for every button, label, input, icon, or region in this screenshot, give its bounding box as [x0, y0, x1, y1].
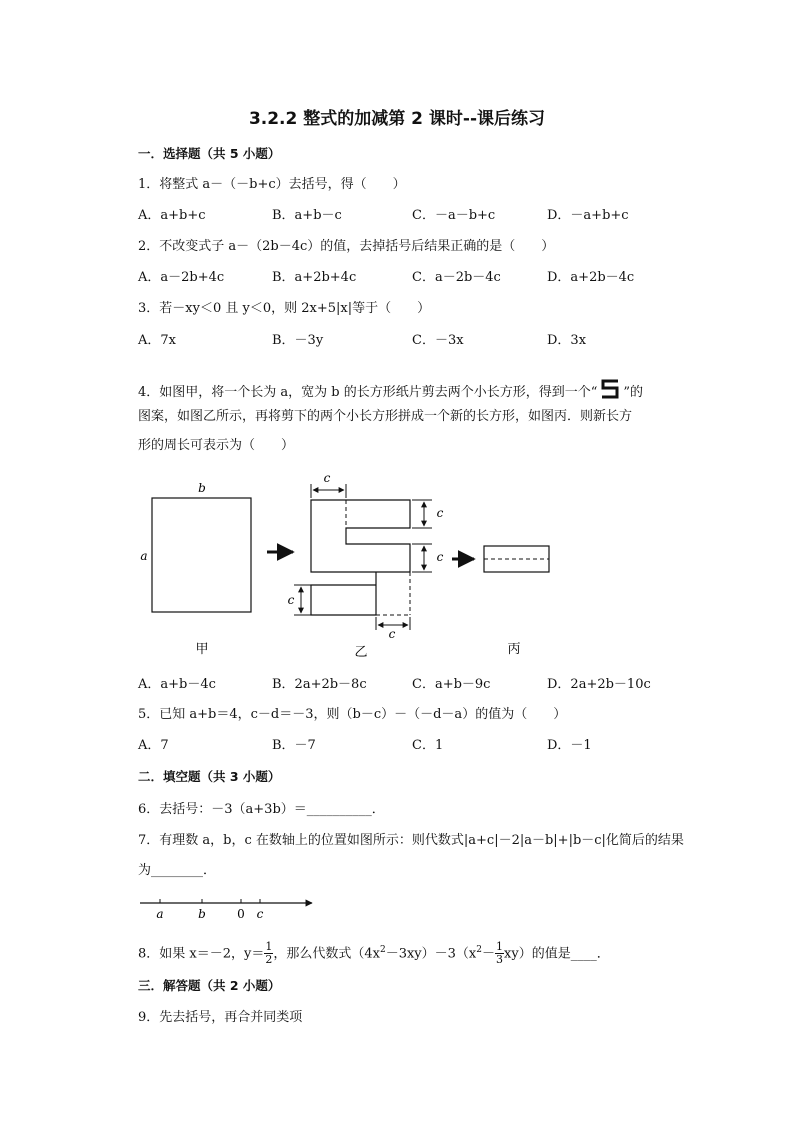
q8-superscript-2: 2 — [476, 945, 482, 955]
q8-text-5: xy）的值是____． — [504, 946, 610, 962]
fig-yi-label-c-right-1: c — [436, 506, 444, 520]
fig-yi-label-c-bottom: c — [388, 627, 396, 641]
question-3-stem: 3．若－xy＜0 且 y＜0，则 2x+5|x|等于（ ） — [138, 301, 431, 316]
q8-text-4: － — [482, 946, 496, 962]
fig-yi-s-shape — [311, 500, 410, 615]
question-7-line-1: 7．有理数 a，b，c 在数轴上的位置如图所示：则代数式|a+c|－2|a－b|+|b－c|化简后的结果 — [138, 833, 684, 848]
q8-fraction-2-numerator: 1 — [496, 940, 504, 954]
fig-yi-label-c-left: c — [287, 593, 295, 607]
q1-option-b: B．a+b－c — [272, 208, 342, 223]
q8-fraction-1-numerator: 1 — [265, 940, 273, 954]
q8-text-1: 8．如果 x＝－2，y＝ — [138, 946, 265, 962]
q7-axis-label-a: a — [156, 907, 164, 921]
q4-option-b: B．2a+2b－8c — [272, 677, 367, 692]
fig-caption-jia: 甲 — [195, 642, 209, 657]
fig-yi-label-c-top: c — [323, 471, 331, 485]
q5-option-c: C．1 — [412, 738, 444, 753]
q4-option-a: A．a+b－4c — [138, 677, 216, 692]
q8-fraction-2-denominator: 3 — [496, 953, 504, 967]
q2-option-b: B．a+2b+4c — [272, 270, 357, 285]
question-7-line-2: 为________． — [138, 863, 217, 878]
q8-fraction-2 — [495, 941, 504, 966]
q1-option-c: C．－a－b+c — [412, 208, 496, 223]
section-heading-fill: 二．填空题（共 3 小题） — [138, 769, 281, 784]
fig-caption-bing: 丙 — [507, 642, 521, 657]
question-4-line-2: 图案，如图乙所示，再将剪下的两个小长方形拼成一个新的长方形，如图丙．则新长方 — [138, 409, 633, 424]
q4-figure — [130, 470, 580, 665]
section-heading-choice: 一．选择题（共 5 小题） — [138, 146, 281, 161]
q7-number-line — [138, 893, 323, 923]
fig-jia-label-b: b — [198, 481, 206, 495]
question-1-stem: 1．将整式 a－（－b+c）去括号，得（ ） — [138, 177, 406, 192]
q1-option-d: D．－a+b+c — [547, 208, 629, 223]
question-4-line-1 — [138, 378, 643, 406]
q5-option-d: D．－1 — [547, 738, 592, 753]
fig-yi-label-c-right-2: c — [436, 550, 444, 564]
q8-text-2: ，那么代数式（4x — [273, 946, 380, 962]
q7-axis-label-b: b — [198, 907, 206, 921]
question-4-line-3: 形的周长可表示为（ ） — [138, 438, 295, 453]
q8-superscript-1: 2 — [379, 945, 386, 955]
question-2-stem: 2．不改变式子 a－（2b－4c）的值，去掉括号后结果正确的是（ ） — [138, 239, 555, 254]
q8-text-3: －3xy）－3（x — [385, 946, 477, 962]
q2-option-d: D．a+2b－4c — [547, 270, 635, 285]
q3-option-a: A．7x — [138, 333, 176, 348]
q7-axis-label-c: c — [256, 907, 264, 921]
q2-option-c: C．a－2b－4c — [412, 270, 501, 285]
q8-fraction-1-denominator: 2 — [265, 953, 273, 967]
q5-option-b: B．－7 — [272, 738, 316, 753]
question-8-stem — [138, 934, 610, 970]
question-5-stem: 5．已知 a+b＝4，c－d＝－3，则（b－c）－（－d－a）的值为（ ） — [138, 707, 567, 722]
q3-option-d: D．3x — [547, 333, 587, 348]
q3-option-b: B．－3y — [272, 333, 324, 348]
section-heading-solve: 三．解答题（共 2 小题） — [138, 978, 281, 993]
q2-option-a: A．a－2b+4c — [138, 270, 225, 285]
fig-jia-label-a: a — [140, 549, 148, 563]
page-title: 3.2.2 整式的加减第 2 课时--课后练习 — [248, 109, 546, 129]
q3-option-c: C．－3x — [412, 333, 464, 348]
q4-line1-text-b: ”的 — [623, 385, 644, 400]
question-6-stem: 6．去括号：－3（a+3b）＝__________． — [138, 802, 385, 817]
q1-option-a: A．a+b+c — [138, 208, 206, 223]
q4-option-d: D．2a+2b－10c — [547, 677, 651, 692]
q4-option-c: C．a+b－9c — [412, 677, 491, 692]
q8-fraction-1 — [264, 941, 273, 966]
fig-caption-yi: 乙 — [354, 645, 368, 660]
fig-jia-rectangle — [152, 498, 251, 612]
question-9-stem: 9．先去括号，再合并同类项 — [138, 1010, 303, 1025]
q4-line1-text-a: 4．如图甲，将一个长为 a，宽为 b 的长方形纸片剪去两个小长方形，得到一个“ — [138, 385, 598, 400]
s-shape-icon — [599, 378, 621, 406]
q5-option-a: A．7 — [138, 738, 169, 753]
q7-axis-label-zero: 0 — [237, 907, 245, 921]
